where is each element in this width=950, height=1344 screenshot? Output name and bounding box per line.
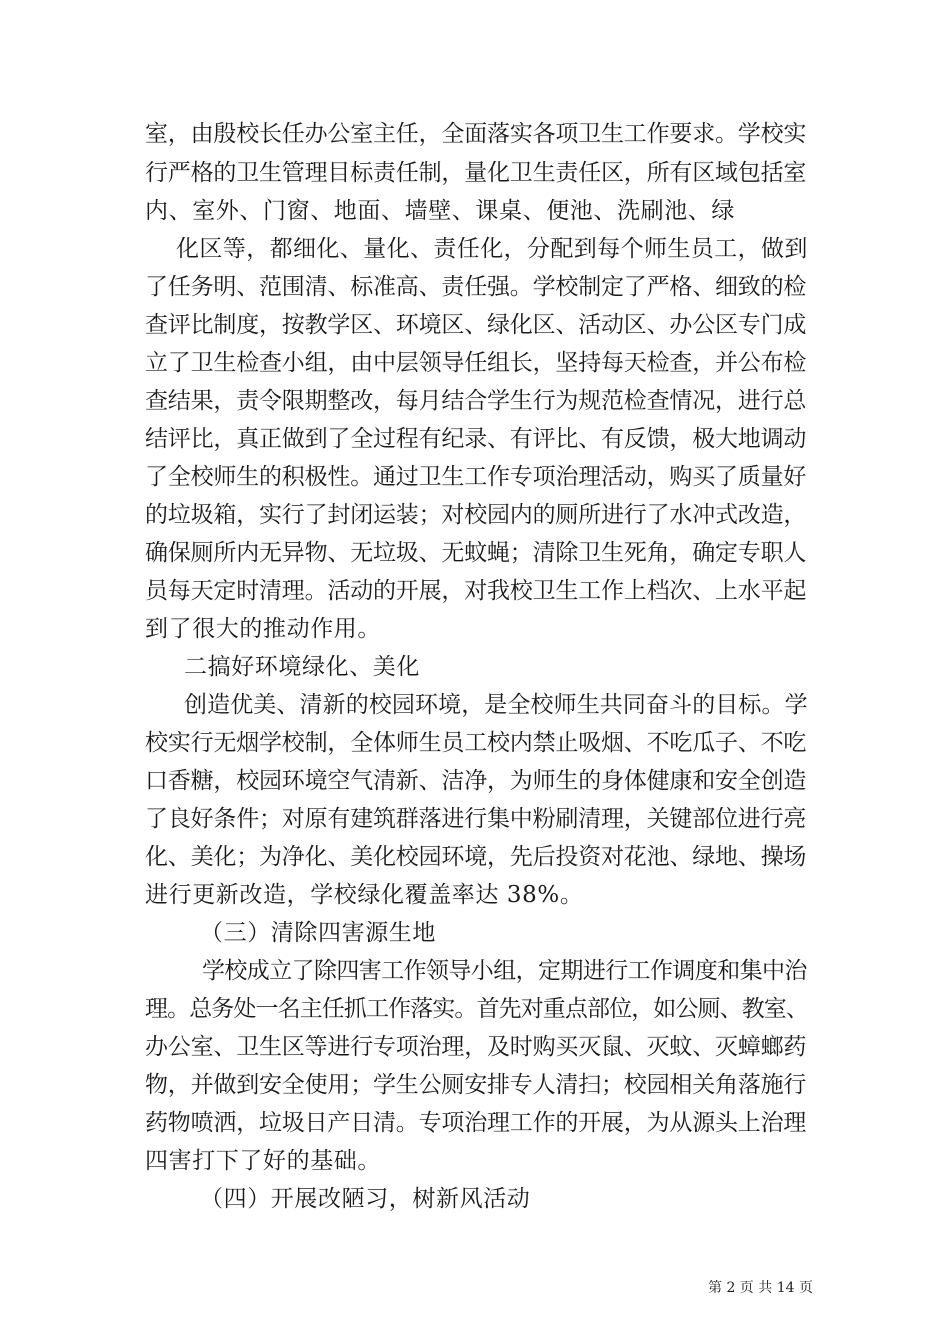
text-line: 结评比，真正做到了全过程有纪录、有评比、有反馈，极大地调动 <box>145 426 807 452</box>
section-heading: （四）开展改陋习，树新风活动 <box>200 1186 531 1212</box>
text-line: 内、室外、门窗、地面、墙壁、课桌、便池、洗刷池、绿 <box>145 198 735 224</box>
text-line: 行严格的卫生管理目标责任制，量化卫生责任区，所有区域包括室 <box>145 160 807 186</box>
page-number-footer: 第 2 页 共 14 页 <box>708 1280 813 1296</box>
section-heading: 二搞好环境绿化、美化 <box>184 654 420 680</box>
text-line: 室，由殷校长任办公室主任，全面落实各项卫生工作要求。学校实 <box>145 121 807 147</box>
text-line: 员每天定时清理。活动的开展，对我校卫生工作上档次、上水平起 <box>145 578 807 604</box>
text-line: 办公室、卫生区等进行专项治理，及时购买灭鼠、灭蚊、灭蟑螂药 <box>145 1034 807 1060</box>
section-heading: （三）清除四害源生地 <box>200 920 436 946</box>
text-line: 了全校师生的积极性。通过卫生工作专项治理活动，购买了质量好 <box>145 464 807 490</box>
text-line: 四害打下了好的基础。 <box>145 1148 381 1174</box>
text-line: 化区等，都细化、量化、责任化，分配到每个师生员工，做到 <box>176 236 808 262</box>
text-line: 理。总务处一名主任抓工作落实。首先对重点部位，如公厕、教室、 <box>145 996 809 1022</box>
text-line: 进行更新改造，学校绿化覆盖率达 38%。 <box>145 882 584 908</box>
text-line: 了任务明、范围清、标准高、责任强。学校制定了严格、细致的检 <box>145 274 807 300</box>
text-line: 创造优美、清新的校园环境，是全校师生共同奋斗的目标。学 <box>184 692 808 718</box>
text-line: 立了卫生检查小组，由中层领导任组长，坚持每天检查，并公布检 <box>145 350 807 376</box>
text-line: 查结果，责令限期整改，每月结合学生行为规范检查情况，进行总 <box>145 388 807 414</box>
text-line: 的垃圾箱，实行了封闭运装；对校园内的厕所进行了水冲式改造， <box>145 502 807 528</box>
text-line: 校实行无烟学校制，全体师生员工校内禁止吸烟、不吃瓜子、不吃 <box>145 730 807 756</box>
text-line: 药物喷洒，垃圾日产日清。专项治理工作的开展，为从源头上治理 <box>145 1110 807 1136</box>
text-line: 查评比制度，按教学区、环境区、绿化区、活动区、办公区专门成 <box>145 312 807 338</box>
text-line: 化、美化；为净化、美化校园环境，先后投资对花池、绿地、操场 <box>145 844 807 870</box>
text-line: 学校成立了除四害工作领导小组，定期进行工作调度和集中治 <box>202 958 807 984</box>
text-line: 口香糖，校园环境空气清新、洁净，为师生的身体健康和安全创造 <box>145 768 807 794</box>
text-line: 物，并做到安全使用；学生公厕安排专人清扫；校园相关角落施行 <box>145 1072 807 1098</box>
text-line: 了良好条件；对原有建筑群落进行集中粉刷清理，关键部位进行亮 <box>145 806 807 832</box>
text-line: 确保厕所内无异物、无垃圾、无蚊蝇；清除卫生死角，确定专职人 <box>145 540 807 566</box>
text-line: 到了很大的推动作用。 <box>145 616 381 642</box>
